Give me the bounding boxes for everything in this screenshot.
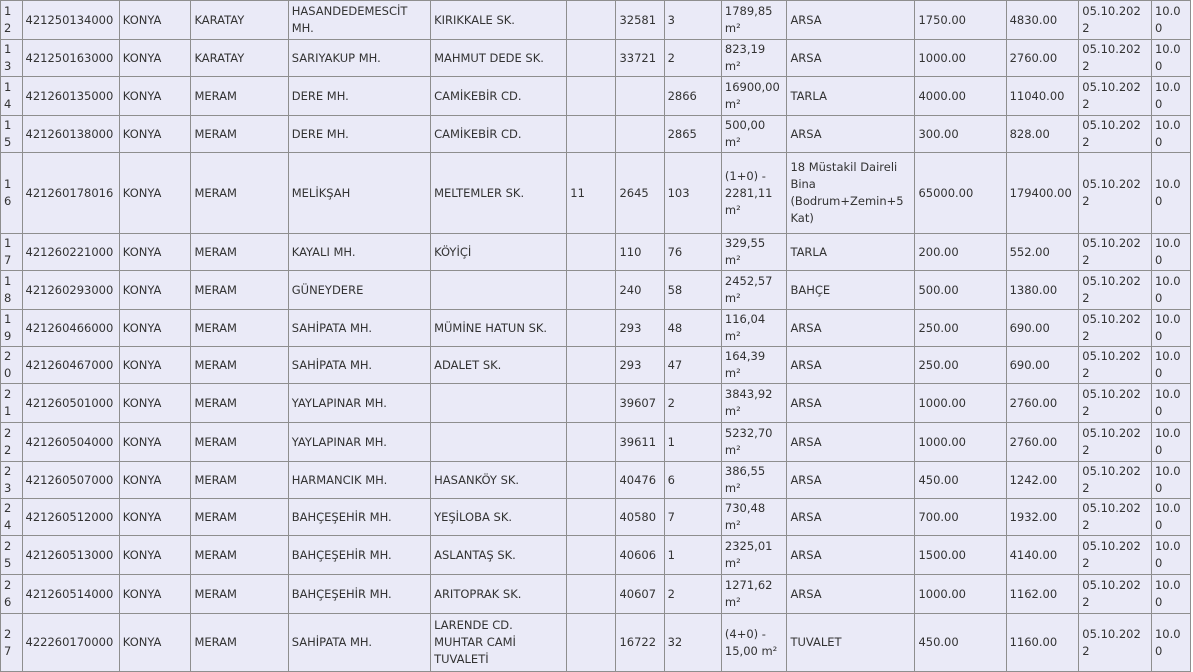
cell-rate: 10.00: [1151, 234, 1190, 271]
cell-block: 293: [616, 310, 664, 347]
cell-district: MERAM: [191, 614, 288, 672]
cell-door-number: [567, 384, 616, 423]
cell-parcel-code: 421260507000: [22, 462, 119, 499]
cell-district: MERAM: [191, 310, 288, 347]
cell-estimated-price: 1000.00: [915, 40, 1006, 77]
cell-parcel: 48: [664, 310, 721, 347]
cell-estimated-price: 1500.00: [915, 536, 1006, 575]
cell-neighborhood: SAHİPATA MH.: [288, 347, 430, 384]
cell-neighborhood: BAHÇEŞEHİR MH.: [288, 536, 430, 575]
cell-door-number: [567, 499, 616, 536]
table-row: [1, 234, 1191, 271]
cell-block: 40580: [616, 499, 664, 536]
cell-province: KONYA: [119, 536, 191, 575]
cell-neighborhood: YAYLAPINAR MH.: [288, 423, 430, 462]
cell-rate: 10.00: [1151, 384, 1190, 423]
cell-neighborhood: KAYALI MH.: [288, 234, 430, 271]
cell-area: 5232,70 m²: [721, 423, 787, 462]
cell-date: 05.10.2022: [1079, 347, 1152, 384]
cell-neighborhood: SAHİPATA MH.: [288, 310, 430, 347]
cell-value: 1932.00: [1006, 499, 1079, 536]
cell-rate: 10.00: [1151, 462, 1190, 499]
cell-parcel: 2: [664, 575, 721, 614]
cell-value: 828.00: [1006, 116, 1079, 153]
table-body: [1, 1, 1191, 672]
cell-estimated-price: 450.00: [915, 614, 1006, 672]
cell-parcel-code: 421260293000: [22, 271, 119, 310]
cell-area: (4+0) - 15,00 m²: [721, 614, 787, 672]
cell-date: 05.10.2022: [1079, 40, 1152, 77]
cell-street: KIRIKKALE SK.: [431, 1, 567, 40]
cell-province: KONYA: [119, 614, 191, 672]
cell-parcel: 103: [664, 153, 721, 234]
cell-street: CAMİKEBİR CD.: [431, 77, 567, 116]
cell-rate: 10.00: [1151, 347, 1190, 384]
cell-value: 552.00: [1006, 234, 1079, 271]
cell-block: 240: [616, 271, 664, 310]
cell-district: MERAM: [191, 575, 288, 614]
cell-property-type: ARSA: [787, 347, 915, 384]
cell-value: 11040.00: [1006, 77, 1079, 116]
cell-province: KONYA: [119, 40, 191, 77]
cell-rate: 10.00: [1151, 614, 1190, 672]
cell-rate: 10.00: [1151, 575, 1190, 614]
cell-value: 1162.00: [1006, 575, 1079, 614]
cell-district: MERAM: [191, 462, 288, 499]
cell-date: 05.10.2022: [1079, 384, 1152, 423]
cell-parcel-code: 421250134000: [22, 1, 119, 40]
cell-row-number: 18: [1, 271, 23, 310]
cell-estimated-price: 1750.00: [915, 1, 1006, 40]
cell-street: ARITOPRAK SK.: [431, 575, 567, 614]
cell-neighborhood: HASANDEDEMESCİT MH.: [288, 1, 430, 40]
cell-date: 05.10.2022: [1079, 153, 1152, 234]
cell-value: 2760.00: [1006, 40, 1079, 77]
cell-rate: 10.00: [1151, 423, 1190, 462]
cell-value: 1160.00: [1006, 614, 1079, 672]
cell-province: KONYA: [119, 271, 191, 310]
cell-street: MELTEMLER SK.: [431, 153, 567, 234]
cell-district: MERAM: [191, 234, 288, 271]
cell-parcel-code: 421260221000: [22, 234, 119, 271]
cell-area: 164,39 m²: [721, 347, 787, 384]
cell-area: (1+0) - 2281,11 m²: [721, 153, 787, 234]
cell-row-number: 13: [1, 40, 23, 77]
cell-estimated-price: 300.00: [915, 116, 1006, 153]
cell-district: MERAM: [191, 499, 288, 536]
cell-block: 40476: [616, 462, 664, 499]
cell-province: KONYA: [119, 116, 191, 153]
table-row: [1, 40, 1191, 77]
cell-rate: 10.00: [1151, 271, 1190, 310]
cell-province: KONYA: [119, 499, 191, 536]
cell-province: KONYA: [119, 384, 191, 423]
cell-block: 32581: [616, 1, 664, 40]
cell-street: KÖYİÇİ: [431, 234, 567, 271]
cell-date: 05.10.2022: [1079, 499, 1152, 536]
cell-date: 05.10.2022: [1079, 77, 1152, 116]
cell-door-number: [567, 116, 616, 153]
cell-property-type: ARSA: [787, 116, 915, 153]
cell-province: KONYA: [119, 423, 191, 462]
cell-area: 823,19 m²: [721, 40, 787, 77]
table-row: [1, 116, 1191, 153]
cell-property-type: TARLA: [787, 234, 915, 271]
cell-neighborhood: DERE MH.: [288, 116, 430, 153]
cell-estimated-price: 200.00: [915, 234, 1006, 271]
cell-parcel: 1: [664, 536, 721, 575]
cell-date: 05.10.2022: [1079, 271, 1152, 310]
cell-street: [431, 423, 567, 462]
cell-value: 2760.00: [1006, 384, 1079, 423]
cell-estimated-price: 1000.00: [915, 575, 1006, 614]
table-row: [1, 614, 1191, 672]
cell-row-number: 22: [1, 423, 23, 462]
cell-area: 1271,62 m²: [721, 575, 787, 614]
cell-row-number: 20: [1, 347, 23, 384]
cell-neighborhood: YAYLAPINAR MH.: [288, 384, 430, 423]
cell-rate: 10.00: [1151, 310, 1190, 347]
cell-parcel-code: 421260512000: [22, 499, 119, 536]
cell-district: MERAM: [191, 271, 288, 310]
cell-row-number: 24: [1, 499, 23, 536]
cell-door-number: 11: [567, 153, 616, 234]
cell-parcel: 3: [664, 1, 721, 40]
cell-date: 05.10.2022: [1079, 462, 1152, 499]
cell-area: 2325,01 m²: [721, 536, 787, 575]
cell-property-type: ARSA: [787, 462, 915, 499]
cell-street: CAMİKEBİR CD.: [431, 116, 567, 153]
cell-parcel-code: 421260135000: [22, 77, 119, 116]
cell-property-type: BAHÇE: [787, 271, 915, 310]
cell-property-type: ARSA: [787, 423, 915, 462]
cell-date: 05.10.2022: [1079, 575, 1152, 614]
cell-row-number: 26: [1, 575, 23, 614]
table-row: [1, 384, 1191, 423]
cell-street: [431, 384, 567, 423]
cell-door-number: [567, 1, 616, 40]
cell-estimated-price: 4000.00: [915, 77, 1006, 116]
cell-value: 690.00: [1006, 310, 1079, 347]
cell-door-number: [567, 575, 616, 614]
cell-province: KONYA: [119, 153, 191, 234]
cell-estimated-price: 700.00: [915, 499, 1006, 536]
cell-area: 1789,85 m²: [721, 1, 787, 40]
cell-estimated-price: 250.00: [915, 310, 1006, 347]
cell-row-number: 16: [1, 153, 23, 234]
cell-rate: 10.00: [1151, 153, 1190, 234]
cell-parcel: 47: [664, 347, 721, 384]
cell-row-number: 15: [1, 116, 23, 153]
cell-rate: 10.00: [1151, 1, 1190, 40]
cell-neighborhood: SARIYAKUP MH.: [288, 40, 430, 77]
cell-date: 05.10.2022: [1079, 234, 1152, 271]
cell-value: 4140.00: [1006, 536, 1079, 575]
cell-parcel: 2: [664, 40, 721, 77]
cell-row-number: 17: [1, 234, 23, 271]
cell-door-number: [567, 310, 616, 347]
cell-property-type: ARSA: [787, 384, 915, 423]
cell-street: HASANKÖY SK.: [431, 462, 567, 499]
cell-door-number: [567, 77, 616, 116]
cell-street: YEŞİLOBA SK.: [431, 499, 567, 536]
cell-property-type: ARSA: [787, 536, 915, 575]
cell-property-type: TARLA: [787, 77, 915, 116]
cell-area: 116,04 m²: [721, 310, 787, 347]
cell-area: 329,55 m²: [721, 234, 787, 271]
cell-estimated-price: 1000.00: [915, 423, 1006, 462]
cell-row-number: 19: [1, 310, 23, 347]
cell-street: ADALET SK.: [431, 347, 567, 384]
cell-parcel: 2866: [664, 77, 721, 116]
cell-area: 500,00 m²: [721, 116, 787, 153]
cell-row-number: 23: [1, 462, 23, 499]
cell-parcel-code: 421250163000: [22, 40, 119, 77]
cell-rate: 10.00: [1151, 499, 1190, 536]
cell-rate: 10.00: [1151, 116, 1190, 153]
cell-province: KONYA: [119, 77, 191, 116]
cell-area: 730,48 m²: [721, 499, 787, 536]
cell-block: 33721: [616, 40, 664, 77]
table-row: [1, 1, 1191, 40]
cell-block: 110: [616, 234, 664, 271]
table-row: [1, 462, 1191, 499]
cell-rate: 10.00: [1151, 77, 1190, 116]
cell-value: 179400.00: [1006, 153, 1079, 234]
cell-date: 05.10.2022: [1079, 423, 1152, 462]
cell-province: KONYA: [119, 1, 191, 40]
cell-property-type: ARSA: [787, 1, 915, 40]
cell-block: 293: [616, 347, 664, 384]
cell-block: 40607: [616, 575, 664, 614]
cell-estimated-price: 65000.00: [915, 153, 1006, 234]
cell-property-type: TUVALET: [787, 614, 915, 672]
cell-value: 1242.00: [1006, 462, 1079, 499]
cell-parcel-code: 422260170000: [22, 614, 119, 672]
cell-street: ASLANTAŞ SK.: [431, 536, 567, 575]
cell-parcel-code: 421260138000: [22, 116, 119, 153]
table-row: [1, 575, 1191, 614]
cell-rate: 10.00: [1151, 40, 1190, 77]
cell-door-number: [567, 271, 616, 310]
table-row: [1, 499, 1191, 536]
cell-area: 3843,92 m²: [721, 384, 787, 423]
cell-row-number: 12: [1, 1, 23, 40]
cell-neighborhood: BAHÇEŞEHİR MH.: [288, 575, 430, 614]
cell-parcel: 6: [664, 462, 721, 499]
cell-parcel-code: 421260178016: [22, 153, 119, 234]
table-row: [1, 536, 1191, 575]
cell-block: 2645: [616, 153, 664, 234]
cell-parcel: 76: [664, 234, 721, 271]
cell-estimated-price: 450.00: [915, 462, 1006, 499]
cell-neighborhood: SAHİPATA MH.: [288, 614, 430, 672]
cell-area: 2452,57 m²: [721, 271, 787, 310]
cell-neighborhood: DERE MH.: [288, 77, 430, 116]
cell-property-type: ARSA: [787, 40, 915, 77]
cell-block: 16722: [616, 614, 664, 672]
table-row: [1, 310, 1191, 347]
cell-street: LARENDE CD. MUHTAR CAMİ TUVALETİ: [431, 614, 567, 672]
cell-property-type: 18 Müstakil Daireli Bina (Bodrum+Zemin+5 Kat): [787, 153, 915, 234]
cell-row-number: 21: [1, 384, 23, 423]
cell-parcel-code: 421260513000: [22, 536, 119, 575]
cell-date: 05.10.2022: [1079, 1, 1152, 40]
cell-row-number: 25: [1, 536, 23, 575]
cell-parcel: 2: [664, 384, 721, 423]
cell-estimated-price: 1000.00: [915, 384, 1006, 423]
cell-district: MERAM: [191, 423, 288, 462]
cell-parcel-code: 421260467000: [22, 347, 119, 384]
cell-province: KONYA: [119, 234, 191, 271]
cell-parcel-code: 421260466000: [22, 310, 119, 347]
cell-door-number: [567, 40, 616, 77]
cell-door-number: [567, 423, 616, 462]
cell-district: MERAM: [191, 536, 288, 575]
cell-street: [431, 271, 567, 310]
cell-block: 39607: [616, 384, 664, 423]
cell-parcel-code: 421260501000: [22, 384, 119, 423]
cell-neighborhood: MELİKŞAH: [288, 153, 430, 234]
table-row: [1, 271, 1191, 310]
cell-block: 39611: [616, 423, 664, 462]
cell-street: MAHMUT DEDE SK.: [431, 40, 567, 77]
cell-block: 40606: [616, 536, 664, 575]
cell-estimated-price: 500.00: [915, 271, 1006, 310]
cell-district: MERAM: [191, 77, 288, 116]
cell-province: KONYA: [119, 462, 191, 499]
table-row: [1, 77, 1191, 116]
cell-district: MERAM: [191, 347, 288, 384]
cell-parcel-code: 421260504000: [22, 423, 119, 462]
cell-door-number: [567, 234, 616, 271]
cell-date: 05.10.2022: [1079, 310, 1152, 347]
cell-area: 386,55 m²: [721, 462, 787, 499]
cell-neighborhood: BAHÇEŞEHİR MH.: [288, 499, 430, 536]
cell-value: 1380.00: [1006, 271, 1079, 310]
table-row: [1, 153, 1191, 234]
cell-block: [616, 77, 664, 116]
cell-parcel-code: 421260514000: [22, 575, 119, 614]
cell-date: 05.10.2022: [1079, 536, 1152, 575]
cell-province: KONYA: [119, 347, 191, 384]
cell-area: 16900,00 m²: [721, 77, 787, 116]
cell-date: 05.10.2022: [1079, 116, 1152, 153]
cell-row-number: 14: [1, 77, 23, 116]
cell-parcel: 2865: [664, 116, 721, 153]
cell-province: KONYA: [119, 575, 191, 614]
cell-street: MÜMİNE HATUN SK.: [431, 310, 567, 347]
cell-parcel: 58: [664, 271, 721, 310]
cell-district: MERAM: [191, 116, 288, 153]
cell-property-type: ARSA: [787, 499, 915, 536]
cell-value: 4830.00: [1006, 1, 1079, 40]
cell-estimated-price: 250.00: [915, 347, 1006, 384]
cell-parcel: 32: [664, 614, 721, 672]
cell-parcel: 1: [664, 423, 721, 462]
cell-parcel: 7: [664, 499, 721, 536]
table-row: [1, 423, 1191, 462]
cell-door-number: [567, 614, 616, 672]
table-row: [1, 347, 1191, 384]
cell-door-number: [567, 462, 616, 499]
cell-value: 2760.00: [1006, 423, 1079, 462]
cell-district: KARATAY: [191, 40, 288, 77]
cell-property-type: ARSA: [787, 310, 915, 347]
cell-district: MERAM: [191, 384, 288, 423]
cell-rate: 10.00: [1151, 536, 1190, 575]
cell-door-number: [567, 536, 616, 575]
cell-district: KARATAY: [191, 1, 288, 40]
cell-row-number: 27: [1, 614, 23, 672]
cell-block: [616, 116, 664, 153]
cell-province: KONYA: [119, 310, 191, 347]
cell-value: 690.00: [1006, 347, 1079, 384]
cell-district: MERAM: [191, 153, 288, 234]
cell-neighborhood: HARMANCIK MH.: [288, 462, 430, 499]
cell-door-number: [567, 347, 616, 384]
cell-neighborhood: GÜNEYDERE: [288, 271, 430, 310]
cell-property-type: ARSA: [787, 575, 915, 614]
cell-date: 05.10.2022: [1079, 614, 1152, 672]
